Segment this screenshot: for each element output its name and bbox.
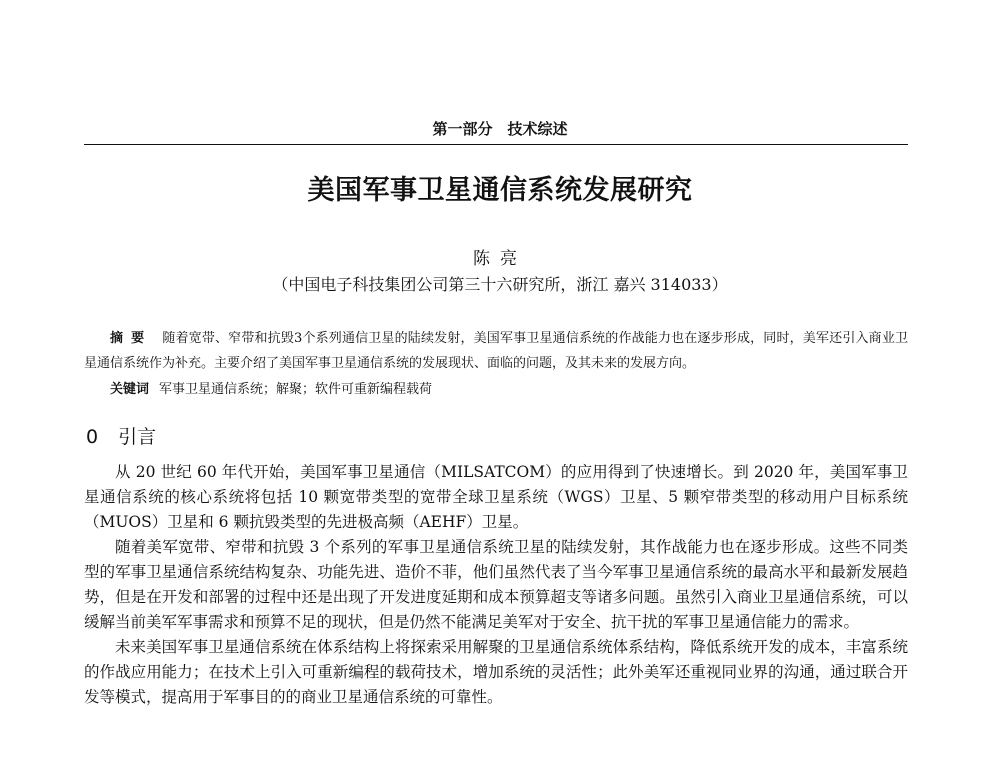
keywords — [84, 378, 908, 397]
body-text — [84, 460, 908, 710]
paragraph: 未来美国军事卫星通信系统在体系结构上将探索采用解聚的卫星通信系统体系结构，降低系统开发的成本，丰富系统的作战应用能力；在技术上引入可重新编程的载荷技术，增加系统的灵活性；此外美军还重视同业界的沟通，通过联合开发等模式，提高用于军事目的的商业卫星通信系统的可靠性。 — [84, 638, 908, 706]
abstract-text: 随着宽带、窄带和抗毁3个系列通信卫星的陆续发射，美国军事卫星通信系统的作战能力也在逐步形成，同时，美军还引入商业卫星通信系统作为补充。主要介绍了美国军事卫星通信系统的发展现状、面临的问题，及其未来的发展方向。 — [84, 331, 908, 371]
paper-title: 美国军事卫星通信系统发展研究 — [307, 175, 693, 206]
author-affiliation: （中国电子科技集团公司第三十六研究所，浙江 嘉兴 314033） — [272, 275, 728, 294]
section-heading — [86, 422, 156, 449]
abstract-label: 摘要 — [110, 331, 153, 346]
keywords-label: 关键词 — [110, 382, 150, 397]
part-header: 第一部分 技术综述 — [432, 120, 568, 138]
keywords-text: 军事卫星通信系统；解聚；软件可重新编程载荷 — [159, 382, 433, 397]
author-name: 陈亮 — [473, 249, 527, 269]
paragraph: 从 20 世纪 60 年代开始，美国军事卫星通信（MILSATCOM）的应用得到了快速增长。到 2020 年，美国军事卫星通信系统的核心系统将包括 10 颗宽带类型的宽带全球卫星系统（WGS）卫星、5 颗窄带类型的移动用户目标系统（MUOS）卫星和 6 颗抗毁类型的先进极高频（AEHF）卫星。 — [84, 463, 908, 531]
paragraph: 随着美军宽带、窄带和抗毁 3 个系列的军事卫星通信系统卫星的陆续发射，其作战能力也在逐步形成。这些不同类型的军事卫星通信系统结构复杂、功能先进、造价不菲，他们虽然代表了当今军事卫星通信系统的最高水平和最新发展趋势，但是在开发和部署的过程中还是出现了开发进度延期和成本预算超支等诸多问题。虽然引入商业卫星通信系统，可以缓解当前美军军事需求和预算不足的现状，但是仍然不能满足美军对于安全、抗干扰的军事卫星通信能力的需求。 — [84, 538, 908, 631]
abstract — [84, 326, 908, 376]
section-number: 0 — [86, 426, 99, 448]
header-rule — [84, 144, 908, 145]
section-title: 引言 — [118, 426, 157, 448]
